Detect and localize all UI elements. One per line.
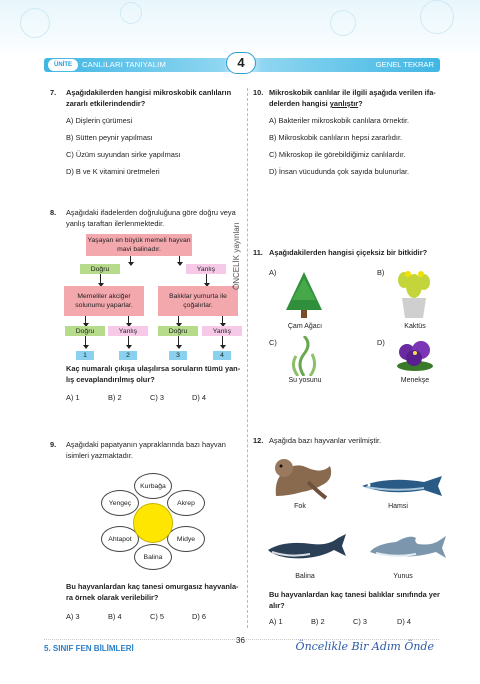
seaweed-image: [284, 336, 324, 376]
publisher-watermark: ÖNCELİK yayınları: [232, 222, 241, 290]
caption-cam-agaci: Çam Ağacı: [287, 323, 323, 330]
anchovy-image: [358, 474, 444, 498]
petal-kurbaga: Kurbağa: [134, 473, 172, 499]
flow-arrow: [85, 316, 86, 324]
flow-true-label: Doğru: [65, 326, 105, 336]
q7-number: 7.: [50, 88, 57, 97]
q10-text-2: delerden hangisi yanlıştır?: [269, 99, 363, 108]
caption-yunus: Yunus: [393, 573, 413, 580]
q7-text-2: zararlı etkilerindendir?: [66, 99, 146, 108]
flow-arrow: [85, 336, 86, 346]
caption-hamsi: Hamsi: [388, 503, 408, 510]
q11-number: 11.: [253, 248, 263, 257]
flow-false-label: Yanlış: [108, 326, 148, 336]
q9-option-b[interactable]: B) 4: [108, 612, 122, 621]
q12-question-1: Bu hayvanlardan kaç tanesi balıklar sınıfında yer: [269, 590, 440, 599]
flow-statement-right: Balıklar yumurta ile çoğalırlar.: [158, 286, 238, 316]
petal-akrep: Akrep: [167, 490, 205, 516]
q9-option-a[interactable]: A) 3: [66, 612, 80, 621]
q10-option-a[interactable]: A) Bakteriler mikroskobik canlılara örnektir.: [269, 116, 410, 125]
q9-option-c[interactable]: C) 5: [150, 612, 164, 621]
seal-image: [268, 448, 338, 502]
test-number: 4: [226, 52, 256, 74]
flow-arrow: [179, 256, 180, 263]
q8-option-d[interactable]: D) 4: [192, 393, 206, 402]
petal-yengec: Yengeç: [101, 490, 139, 516]
q7-text-1: Aşağıdakilerden hangisi mikroskobik canlıların: [66, 88, 232, 97]
flow-false-label: Yanlış: [202, 326, 242, 336]
q11-option-d[interactable]: D): [377, 338, 385, 347]
flow-arrow: [222, 336, 223, 346]
q7-option-b[interactable]: B) Sütten peynir yapılması: [66, 133, 153, 142]
caption-kaktus: Kaktüs: [404, 323, 426, 330]
q10-number: 10.: [253, 88, 264, 97]
petal-balina: Balina: [134, 544, 172, 570]
q11-option-c[interactable]: C): [269, 338, 277, 347]
flow-arrow: [100, 274, 101, 284]
exit-3: 3: [169, 351, 187, 360]
dolphin-image: [366, 530, 448, 564]
caption-su-yosunu: Su yosunu: [288, 377, 322, 384]
pine-tree-image: [282, 270, 326, 320]
q10-text-1: Mikroskobik canlılar ile ilgili aşağıda verilen ifa-: [269, 88, 436, 97]
flow-arrow: [206, 274, 207, 284]
q10-option-b[interactable]: B) Mikroskobik canlıların hepsi zararlıdır.: [269, 133, 403, 142]
footer-subject: 5. SINIF FEN BİLİMLERİ: [44, 644, 134, 653]
flow-arrow: [178, 316, 179, 324]
caption-menekse: Menekşe: [400, 377, 430, 384]
q8-text-1: Aşağıdaki ifadelerden doğruluğuna göre doğru veya: [66, 208, 236, 217]
flow-true-label: Doğru: [158, 326, 198, 336]
flow-arrow: [178, 336, 179, 346]
q9-option-d[interactable]: D) 6: [192, 612, 206, 621]
violet-image: [394, 336, 436, 372]
q7-option-c[interactable]: C) Üzüm suyundan sirke yapılması: [66, 150, 181, 159]
whale-image: [266, 532, 348, 564]
petal-ahtapot: Ahtapot: [101, 526, 139, 552]
header-background: [0, 0, 480, 58]
q12-option-c[interactable]: C) 3: [353, 617, 367, 626]
q11-option-a[interactable]: A): [269, 268, 277, 277]
flow-true-label: Doğru: [80, 264, 120, 274]
q8-text-2: yanlış taraftan ilerlenmektedir.: [66, 219, 165, 228]
petal-midye: Midye: [167, 526, 205, 552]
q10-option-d[interactable]: D) İnsan vücudunda çok sayıda bulunurlar.: [269, 167, 410, 176]
caption-balina: Balina: [295, 573, 315, 580]
q11-text: Aşağıdakilerden hangisi çiçeksiz bir bitkidir?: [269, 248, 428, 257]
cactus-image: [394, 268, 434, 320]
section-title: GENEL TEKRAR: [375, 60, 434, 69]
q12-option-a[interactable]: A) 1: [269, 617, 283, 626]
q12-option-b[interactable]: B) 2: [311, 617, 325, 626]
q9-question-2: ra örnek olarak verilebilir?: [66, 593, 159, 602]
q12-text: Aşağıda bazı hayvanlar verilmiştir.: [269, 436, 382, 445]
q8-option-b[interactable]: B) 2: [108, 393, 122, 402]
unit-title: CANLILARI TANIYALIM: [82, 60, 166, 69]
q9-text-1: Aşağıdaki papatyanın yapraklarında bazı hayvan: [66, 440, 226, 449]
unit-badge: ÜNİTE: [48, 59, 78, 71]
flow-statement-top: Yaşayan en büyük memeli hayvan mavi balinadır.: [86, 234, 192, 256]
q9-number: 9.: [50, 440, 57, 449]
flow-statement-left: Memeliler akciğer solunumu yaparlar.: [64, 286, 144, 316]
q12-question-2: alır?: [269, 601, 285, 610]
daisy-center: [133, 503, 173, 543]
footer-slogan: Öncelikle Bir Adım Önde: [295, 640, 434, 653]
exit-1: 1: [76, 351, 94, 360]
q8-question-1: Kaç numaralı çıkışa ulaşılırsa soruların tümü yan-: [66, 364, 241, 373]
q10-option-c[interactable]: C) Mikroskop ile görebildiğimiz canlılardır.: [269, 150, 406, 159]
flow-false-label: Yanlış: [186, 264, 226, 274]
q8-option-a[interactable]: A) 1: [66, 393, 80, 402]
flow-arrow: [128, 336, 129, 346]
flow-arrow: [222, 316, 223, 324]
q12-option-d[interactable]: D) 4: [397, 617, 411, 626]
exit-4: 4: [213, 351, 231, 360]
q11-option-b[interactable]: B): [377, 268, 385, 277]
column-divider: [247, 88, 248, 628]
q12-number: 12.: [253, 436, 264, 445]
q8-option-c[interactable]: C) 3: [150, 393, 164, 402]
page-number: 36: [236, 636, 245, 645]
caption-fok: Fok: [294, 503, 306, 510]
q7-option-a[interactable]: A) Dişlerin çürümesi: [66, 116, 133, 125]
q7-option-d[interactable]: D) B ve K vitamini üretmeleri: [66, 167, 160, 176]
flow-arrow: [128, 316, 129, 324]
q9-text-2: isimleri yazmaktadır.: [66, 451, 133, 460]
exit-2: 2: [119, 351, 137, 360]
q8-question-2: lış cevaplandırılmış olur?: [66, 375, 155, 384]
q9-question-1: Bu hayvanlardan kaç tanesi omurgasız hayvanla-: [66, 582, 239, 591]
q8-number: 8.: [50, 208, 57, 217]
flow-arrow: [130, 256, 131, 263]
